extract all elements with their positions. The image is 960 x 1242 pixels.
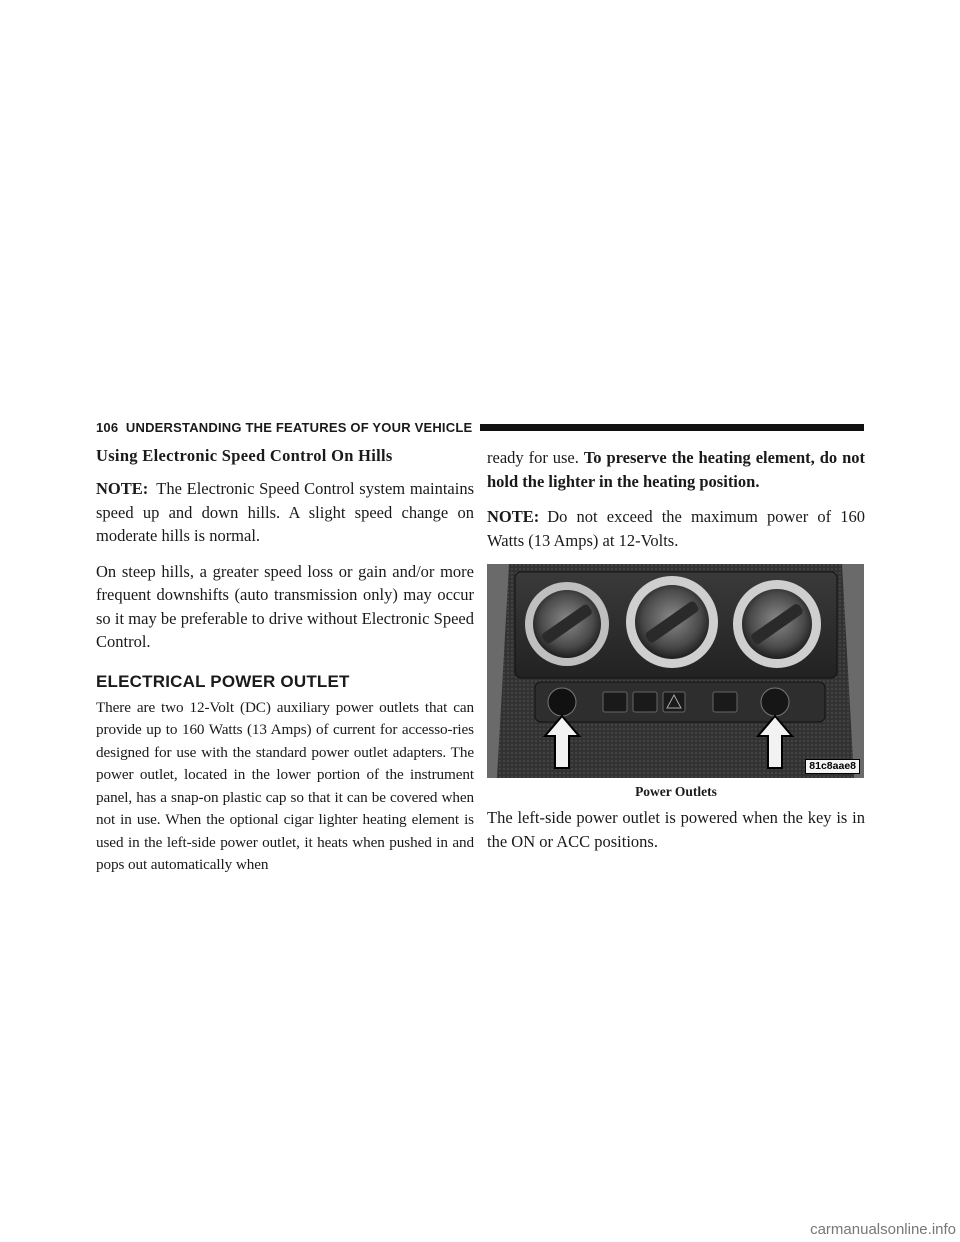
page-header — [96, 416, 864, 438]
hills-heading: Using Electronic Speed Control On Hills — [96, 446, 393, 465]
continued-text: ready for use. — [487, 448, 579, 467]
figure-code: 81c8aae8 — [805, 759, 860, 774]
page-header-text — [96, 420, 472, 435]
power-outlet-paragraph: There are two 12-Volt (DC) auxiliary power outlets that can provide up to 160 Watts (13 Amps) of current for accesso-ries designed for use with the standard power outlet adapters. The power outlet, located in the lower portion of the instrument panel, has a snap-on plastic cap so that it can be covered when not in use. When the optional cigar lighter heating element is used in the left-side power outlet, it heats when pushed in and pops out automatically when — [96, 698, 474, 873]
watermark: carmanualsonline.info — [810, 1221, 956, 1238]
figure-caption: Power Outlets — [635, 784, 717, 799]
power-outlet-heading: ELECTRICAL POWER OUTLET — [96, 671, 350, 691]
right-column — [487, 446, 865, 865]
lighter-paragraph — [487, 446, 865, 493]
note-label: NOTE: — [487, 507, 540, 526]
hills-paragraph: On steep hills, a greater speed loss or gain and/or more frequent downshifts (auto transmission only) may occur so it may be preferable to drive without Electronic Speed Control. — [96, 561, 474, 651]
lighter-warning: To preserve the heating element, do not hold the lighter in the heating position. — [487, 448, 865, 491]
note-max-power — [487, 505, 865, 552]
note-speed-control — [96, 477, 474, 548]
note-text: The Electronic Speed Control system maintains speed up and down hills. A slight speed change on moderate hills is normal. — [96, 479, 474, 545]
left-outlet-paragraph: The left-side power outlet is powered when the key is in the ON or ACC positions. — [487, 808, 865, 851]
dashboard-illustration — [487, 564, 864, 778]
note-text: Do not exceed the maximum power of 160 Watts (13 Amps) at 12-Volts. — [487, 507, 865, 550]
left-column — [96, 446, 474, 889]
note-label: NOTE: — [96, 479, 149, 498]
header-rule — [480, 424, 864, 431]
power-outlets-photo — [487, 564, 864, 778]
section-title: UNDERSTANDING THE FEATURES OF YOUR VEHICLE — [125, 419, 473, 435]
page-number: 106 — [96, 419, 119, 435]
